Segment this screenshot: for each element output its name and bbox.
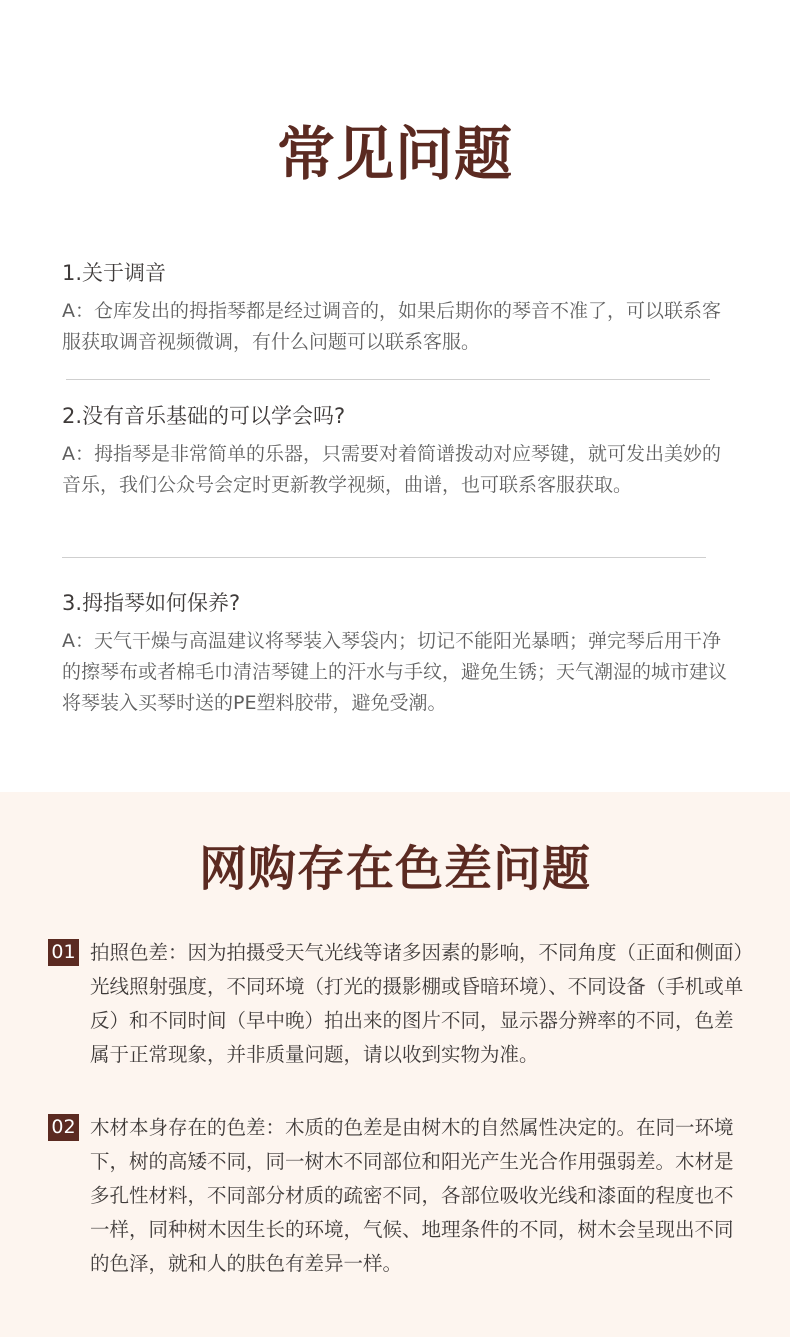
faq-question: 3.拇指琴如何保养? [62, 591, 241, 615]
faq-divider [66, 379, 710, 380]
faq-answer: A：拇指琴是非常简单的乐器，只需要对着简谱拨动对应琴键，就可发出美妙的音乐，我们公众号会定时更新教学视频，曲谱，也可联系客服获取。 [62, 443, 721, 496]
color-difference-title: 网购存在色差问题 [198, 841, 591, 897]
faq-question: 1.关于调音 [62, 261, 167, 285]
faq-divider [62, 557, 706, 558]
faq-answer: A：天气干燥与高温建议将琴装入琴袋内；切记不能阳光暴晒；弹完琴后用干净的擦琴布或者棉毛巾清洁琴键上的汗水与手纹，避免生锈；天气潮湿的城市建议将琴装入买琴时送的PE塑料胶带，避免受潮。 [62, 630, 728, 714]
color-difference-section [0, 792, 790, 1337]
faq-question: 2.没有音乐基础的可以学会吗? [62, 404, 346, 428]
faq-item-maintenance [62, 588, 728, 719]
note-number-badge: 01 [48, 939, 79, 966]
color-note-wood [48, 1111, 748, 1281]
color-note-photo [48, 936, 748, 1072]
faq-title: 常见问题 [276, 120, 513, 188]
faq-item-tuning [62, 258, 728, 358]
note-text: 拍照色差：因为拍摄受天气光线等诸多因素的影响，不同角度（正面和侧面）光线照射强度，不同环境（打光的摄影棚或昏暗环境）、不同设备（手机或单反）和不同时间（早中晚）拍出来的图片不同，显示器分辨率的不同，色差属于正常现象，并非质量问题，请以收到实物为准。 [90, 941, 744, 1066]
note-text: 木材本身存在的色差：木质的色差是由树木的自然属性决定的。在同一环境下，树的高矮不同，同一树木不同部位和阳光产生光合作用强弱差。木材是多孔性材料，不同部分材质的疏密不同，各部位吸收光线和漆面的程度也不一样，同种树木因生长的环境，气候、地理条件的不同，树木会呈现出不同的色泽，就和人的肤色有差异一样。 [90, 1116, 734, 1275]
faq-answer: A：仓库发出的拇指琴都是经过调音的，如果后期你的琴音不准了，可以联系客服获取调音视频微调，有什么问题可以联系客服。 [62, 300, 721, 353]
faq-item-learning [62, 401, 728, 501]
note-number-badge: 02 [48, 1114, 79, 1141]
